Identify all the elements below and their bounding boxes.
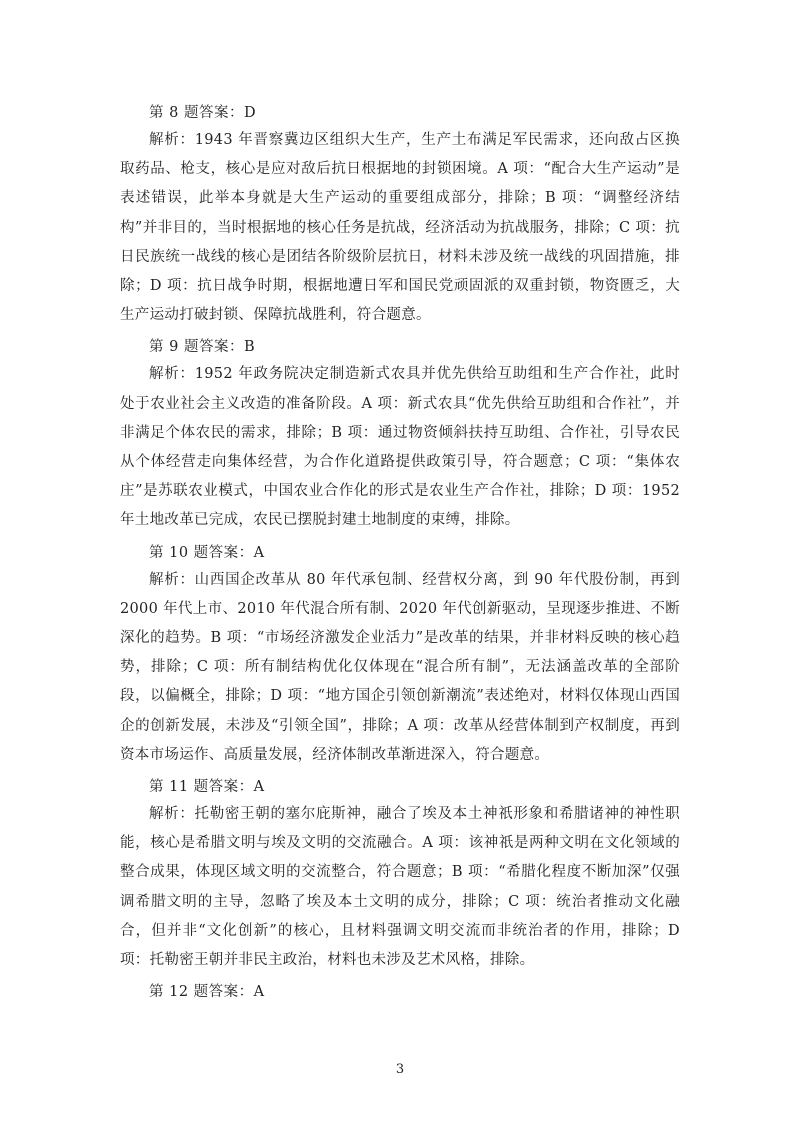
answer-heading: 第 10 题答案：A: [149, 544, 265, 561]
answer-heading: 第 11 题答案：A: [149, 779, 265, 796]
answer-block-8: [120, 100, 680, 330]
answer-block-12: [120, 979, 680, 1005]
answer-analysis: 解析：山西国企改革从 80 年代承包制、经营权分离，到 90 年代股份制，再到 2000 年代上市、2010 年代混合所有制、2020 年代创新驱动，呈现逐步推进、不断深化的趋势。B 项：“市场经济激发企业活力”是改革的结果，并非材料反映的核心趋势，排除；C 项：所有制结构优化仅体现在“混合所有制”，无法涵盖改革的全部阶段，以偏概全，排除；D 项：“地方国企引领创新潮流”表述绝对，材料仅体现山西国企的创新发展，未涉及“引领全国”，排除；A 项：改革从经营体制到产权制度，再到资本市场运作、高质量发展，经济体制改革渐进深入，符合题意。: [120, 571, 680, 763]
page-number: 3: [395, 1062, 405, 1077]
answer-analysis: 解析：1952 年政务院决定制造新式农具并优先供给互助组和生产合作社，此时处于农业社会主义改造的准备阶段。A 项：新式农具“优先供给互助组和合作社”，并非满足个体农民的需求，排除；B 项：通过物资倾斜扶持互助组、合作社，引导农民从个体经营走向集体经营，为合作化道路提供政策引导，符合题意；C 项：“集体农庄”是苏联农业模式，中国农业合作化的形式是农业生产合作社，排除；D 项：1952 年土地改革已完成，农民已摆脱封建土地制度的束缚，排除。: [120, 366, 680, 529]
answer-heading: 第 12 题答案：A: [149, 984, 265, 1001]
answer-block-11: [120, 774, 680, 975]
answer-heading: 第 9 题答案：B: [149, 339, 256, 356]
answer-block-9: [120, 334, 680, 535]
answer-analysis: 解析：1943 年晋察冀边区组织大生产，生产土布满足军民需求，还向敌占区换取药品、枪支，核心是应对敌后抗日根据地的封锁困境。A 项：“配合大生产运动”是表述错误，此举本身就是大生产运动的重要组成部分，排除；B 项：“调整经济结构”并非目的，当时根据地的核心任务是抗战，经济活动为抗战服务，排除；C 项：抗日民族统一战线的核心是团结各阶级阶层抗日，材料未涉及统一战线的巩固措施，排除；D 项：抗日战争时期，根据地遭日军和国民党顽固派的双重封锁，物资匮乏，大生产运动打破封锁、保障抗战胜利，符合题意。: [120, 132, 680, 324]
answer-analysis: 解析：托勒密王朝的塞尔庇斯神，融合了埃及本土神祇形象和希腊诸神的神性职能，核心是希腊文明与埃及文明的交流融合。A 项：该神祇是两种文明在文化领域的整合成果，体现区域文明的交流整合，符合题意；B 项：“希腊化程度不断加深”仅强调希腊文明的主导，忽略了埃及本土文明的成分，排除；C 项：统治者推动文化融合，但并非“文化创新”的核心，且材料强调文明交流而非统治者的作用，排除；D 项：托勒密王朝并非民主政治，材料也未涉及艺术风格，排除。: [120, 806, 680, 969]
answer-heading: 第 8 题答案：D: [149, 105, 257, 121]
answer-block-10: [120, 540, 680, 770]
